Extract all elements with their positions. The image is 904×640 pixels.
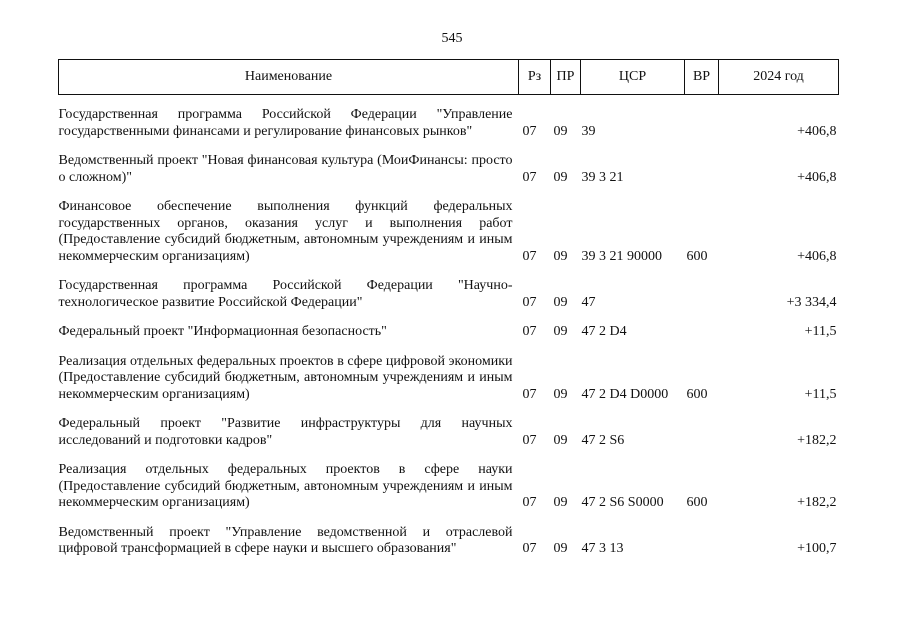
row-pr: 09 <box>553 432 568 448</box>
row-rz: 07 <box>522 294 537 310</box>
row-amount: +100,7 <box>797 541 837 556</box>
row-amount: +182,2 <box>797 495 837 510</box>
row-rz: 07 <box>522 495 537 510</box>
header-name: Наименование <box>59 60 519 95</box>
header-year: 2024 год <box>719 60 839 95</box>
row-vr: 600 <box>686 495 708 510</box>
row-pr: 09 <box>553 386 568 402</box>
row-csr: 47 3 13 <box>581 541 624 556</box>
row-pr: 09 <box>553 248 568 264</box>
table-row <box>59 449 839 512</box>
row-rz: 07 <box>522 541 537 556</box>
row-csr: 47 2 S6 S0000 <box>581 495 664 510</box>
table-body <box>59 95 839 558</box>
row-amount: +406,8 <box>797 248 837 264</box>
row-rz: 07 <box>522 248 537 264</box>
row-vr <box>685 311 719 341</box>
row-csr: 47 2 S6 <box>581 432 625 448</box>
row-pr: 09 <box>553 169 568 185</box>
header-csr: ЦСР <box>581 60 685 95</box>
row-amount: +406,8 <box>797 169 837 185</box>
row-vr: 600 <box>686 386 708 402</box>
row-amount: +182,2 <box>797 432 837 448</box>
table-row <box>59 140 839 186</box>
row-vr <box>685 140 719 186</box>
row-name: Ведомственный проект "Новая финансовая культура (МоиФинансы: просто о сложном)" <box>58 153 513 185</box>
row-rz: 07 <box>522 324 537 339</box>
table-row <box>59 265 839 311</box>
row-rz: 07 <box>522 432 537 448</box>
row-pr: 09 <box>553 123 568 139</box>
table-row <box>59 186 839 265</box>
row-pr: 09 <box>553 495 568 510</box>
table-row <box>59 403 839 449</box>
row-csr: 47 2 D4 <box>581 324 627 339</box>
row-rz: 07 <box>522 386 537 402</box>
row-name: Федеральный проект "Информационная безопасность" <box>58 324 387 339</box>
row-pr: 09 <box>553 294 568 310</box>
budget-table <box>58 59 839 558</box>
row-amount: +406,8 <box>797 123 837 139</box>
row-csr: 39 3 21 <box>581 169 624 185</box>
row-vr <box>685 512 719 558</box>
row-vr: 600 <box>686 248 708 264</box>
row-csr: 39 <box>581 123 596 139</box>
header-rz: Рз <box>519 60 551 95</box>
table-row <box>59 311 839 341</box>
row-csr: 39 3 21 90000 <box>581 248 662 264</box>
row-name: Государственная программа Российской Федерации "Научно-технологическое развитие Российской Федерации" <box>58 278 513 310</box>
row-name: Реализация отдельных федеральных проектов в сфере науки (Предоставление субсидий бюджетным, автономным учреждениям и иным некоммерческим организациям) <box>58 462 513 510</box>
table-header <box>59 60 839 95</box>
row-name: Ведомственный проект "Управление ведомственной и отраслевой цифровой трансформацией в сфере науки и высшего образования" <box>58 524 513 556</box>
row-name: Реализация отдельных федеральных проектов в сфере цифровой экономики (Предоставление субсидий бюджетным, автономным учреждениям и иным некоммерческим организациям) <box>58 353 513 402</box>
row-pr: 09 <box>553 324 568 339</box>
header-pr: ПР <box>551 60 581 95</box>
row-name: Федеральный проект "Развитие инфраструктуры для научных исследований и подготовки кадров" <box>58 416 513 448</box>
row-name: Государственная программа Российской Федерации "Управление государственными финансами и регулирование финансовых рынков" <box>58 107 513 139</box>
row-name: Финансовое обеспечение выполнения функций федеральных государственных органов, оказания услуг и выполнения работ (Предоставление субсидий бюджетным, автономным учреждениям и иным некоммерческим организациям) <box>58 199 513 264</box>
row-vr <box>685 95 719 141</box>
row-amount: +11,5 <box>804 324 837 339</box>
row-vr <box>685 403 719 449</box>
row-rz: 07 <box>522 169 537 185</box>
page-number: 545 <box>441 31 463 46</box>
row-pr: 09 <box>553 541 568 556</box>
row-csr: 47 <box>581 294 596 310</box>
header-vr: ВР <box>685 60 719 95</box>
row-rz: 07 <box>522 123 537 139</box>
row-vr <box>685 265 719 311</box>
row-amount: +11,5 <box>804 386 837 402</box>
row-csr: 47 2 D4 D0000 <box>581 386 669 402</box>
table-row <box>59 512 839 558</box>
row-amount: +3 334,4 <box>786 294 837 310</box>
table-row <box>59 95 839 141</box>
table-row <box>59 341 839 404</box>
